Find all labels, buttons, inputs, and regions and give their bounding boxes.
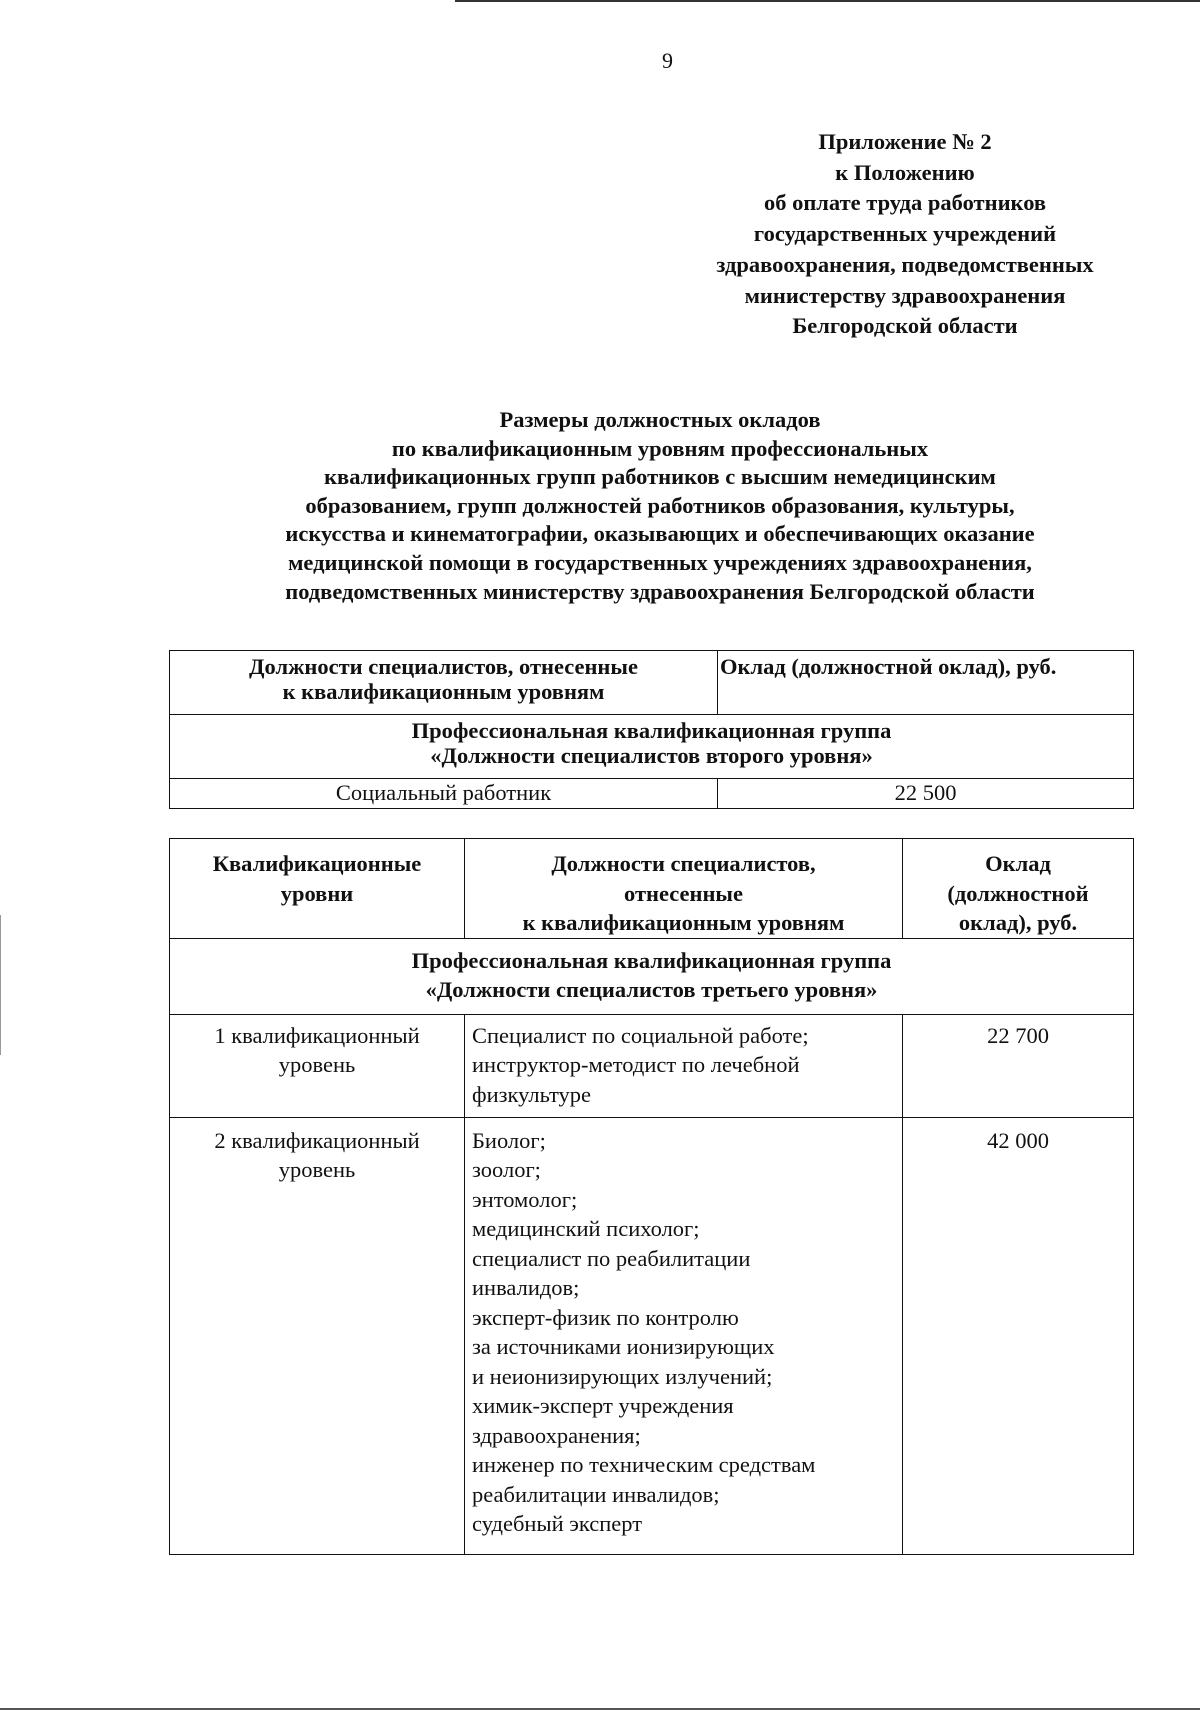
header-text: оклад), руб. — [958, 910, 1078, 935]
position-text: медицинский психолог; — [472, 1216, 700, 1241]
header-text: к квалификационным уровням — [282, 679, 605, 704]
title-line: Размеры должностных окладов — [499, 407, 821, 432]
level-cell — [170, 1014, 465, 1117]
appendix-line: Белгородской области — [792, 313, 1018, 339]
group-text: Профессиональная квалификационная группа — [411, 947, 892, 973]
scan-edge-left — [0, 915, 1, 1055]
group-text: Профессиональная квалификационная группа — [411, 718, 892, 743]
appendix-line: Приложение № 2 — [818, 129, 992, 154]
position-text: Биолог; — [472, 1127, 546, 1153]
title-line: образованием, групп должностей работников образования, культуры, — [305, 492, 1015, 518]
position-text: химик-эксперт учреждения — [472, 1393, 734, 1418]
salary-cell: 22 500 — [718, 779, 1134, 809]
header-text: отнесенные — [624, 880, 743, 906]
title-line: искусства и кинематографии, оказывающих и обеспечивающих оказание — [285, 521, 1035, 547]
position-text: Специалист по социальной работе; — [472, 1022, 809, 1048]
position-text: судебный эксперт — [472, 1511, 643, 1536]
header-positions — [465, 839, 903, 939]
scan-edge-bottom — [0, 1708, 1200, 1710]
header-text: к квалификационным уровням — [522, 910, 845, 935]
header-text: (должностной — [947, 880, 1089, 906]
position-text: эксперт-физик по контролю — [472, 1304, 739, 1330]
position-text: энтомолог; — [472, 1186, 578, 1212]
table-header-row — [170, 839, 1134, 939]
header-text: уровни — [280, 880, 354, 906]
appendix-line: государственных учреждений — [753, 221, 1057, 247]
salary-cell: 42 000 — [903, 1117, 1134, 1554]
level-text: уровень — [278, 1052, 356, 1077]
header-text: Должности специалистов, — [551, 851, 816, 876]
level-text: 1 квалификационный — [214, 1022, 420, 1048]
header-salary: Оклад (должностной оклад), руб. — [718, 651, 1134, 715]
table-row — [170, 1014, 1134, 1117]
position-text: зоолог; — [472, 1157, 541, 1182]
group-text: «Должности специалистов третьего уровня» — [425, 977, 878, 1002]
header-salary — [903, 839, 1134, 939]
positions-cell — [465, 1014, 903, 1117]
level-cell — [170, 1117, 465, 1554]
header-positions — [170, 651, 718, 715]
group-title — [170, 715, 1134, 779]
position-text: инвалидов; — [472, 1275, 580, 1300]
positions-cell — [465, 1117, 903, 1554]
second-level-table — [169, 650, 1134, 809]
group-text: «Должности специалистов второго уровня» — [430, 743, 873, 768]
document-title — [160, 406, 1160, 606]
appendix-line: министерству здравоохранения — [744, 282, 1066, 308]
header-text: Оклад — [985, 851, 1051, 876]
position-text: инструктор-методист по лечебной — [472, 1052, 800, 1077]
group-row — [170, 938, 1134, 1014]
title-line: квалификационных групп работников с высшим немедицинским — [324, 464, 996, 490]
level-text: уровень — [278, 1157, 356, 1182]
header-text: Должности специалистов, отнесенные — [249, 654, 638, 679]
page-number: 9 — [662, 48, 673, 73]
position-text: здравоохранения; — [472, 1422, 641, 1448]
third-level-table — [169, 838, 1134, 1555]
header-text: Квалификационные — [212, 851, 422, 876]
table-row — [170, 779, 1134, 809]
appendix-line: здравоохранения, подведомственных — [716, 251, 1094, 277]
group-row — [170, 715, 1134, 779]
header-levels — [170, 839, 465, 939]
salary-cell: 22 700 — [903, 1014, 1134, 1117]
level-text: 2 квалификационный — [214, 1127, 420, 1153]
position-text: специалист по реабилитации — [472, 1245, 751, 1271]
appendix-line: к Положению — [835, 159, 975, 185]
title-line: медицинской помощи в государственных учреждениях здравоохранения, — [288, 549, 1032, 575]
title-line: по квалификационным уровням профессиональных — [391, 435, 929, 461]
position-text: инженер по техническим средствам — [472, 1452, 816, 1477]
appendix-line: об оплате труда работников — [763, 190, 1047, 216]
position-text: физкультуре — [472, 1081, 592, 1107]
position-text: и неионизирующих излучений; — [472, 1363, 773, 1389]
title-line: подведомственных министерству здравоохранения Белгородской области — [285, 578, 1035, 604]
position-text: за источниками ионизирующих — [472, 1334, 775, 1359]
group-title — [170, 938, 1134, 1014]
position-cell: Социальный работник — [170, 779, 718, 809]
scan-edge-top — [455, 0, 1200, 2]
table-row — [170, 1117, 1134, 1554]
table-header-row — [170, 651, 1134, 715]
appendix-header — [660, 127, 1150, 342]
position-text: реабилитации инвалидов; — [472, 1481, 720, 1507]
